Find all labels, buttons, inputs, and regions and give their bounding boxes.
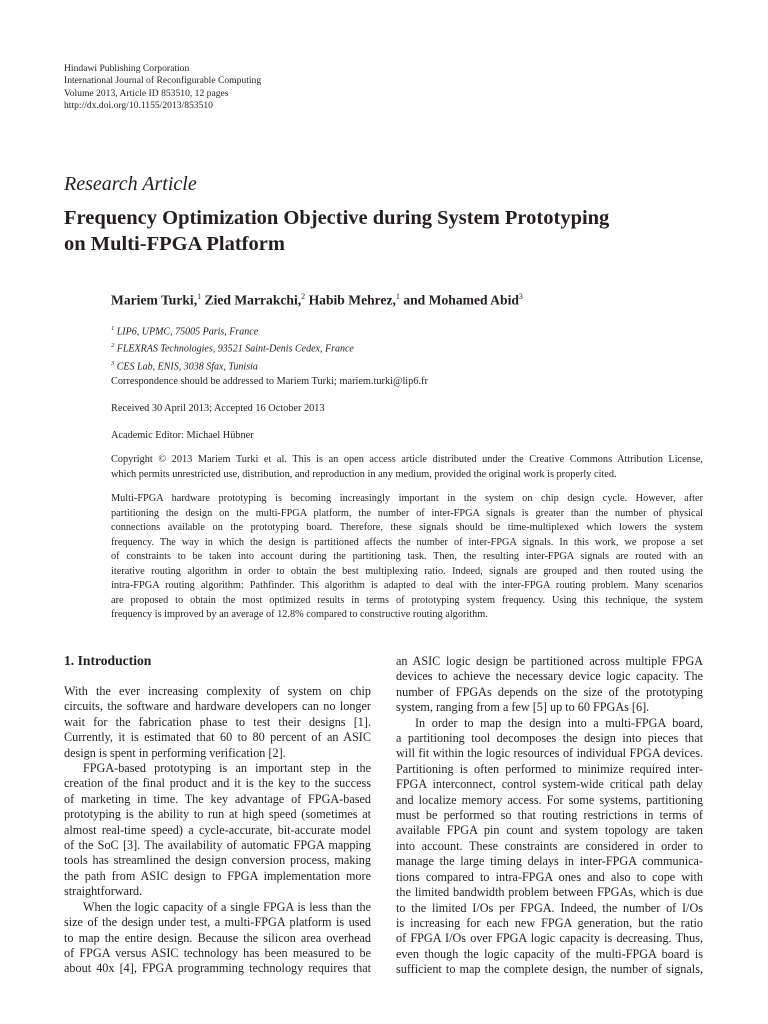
title-line: Frequency Optimization Objective during System Prototyping xyxy=(64,207,610,229)
body-text-line: an ASIC logic design be partitioned across multiple FPGA xyxy=(396,654,703,668)
body-text-line: tools has streamlined the design conversion process, making xyxy=(64,853,371,868)
author-affiliation-mark: 3 xyxy=(518,292,523,301)
article-type: Research Article xyxy=(64,173,197,195)
affiliation-text: FLEXRAS Technologies, 93521 Saint-Denis Cedex, France xyxy=(114,343,354,355)
section-heading: 1. Introduction xyxy=(64,653,152,668)
body-text-line: number of FPGAs depends on the size of the prototyping xyxy=(396,684,703,699)
affiliation xyxy=(111,339,354,356)
body-text-line: Currently, it is estimated that 60 to 80 percent of an ASIC xyxy=(64,730,371,745)
abstract-line: partitioning the design on the multi-FPGA platform, the number of inter-FPGA signals is greater than the number of physical xyxy=(111,507,703,519)
affiliation-text: CES Lab, ENIS, 3038 Sfax, Tunisia xyxy=(114,360,258,372)
body-text-line: When the logic capacity of a single FPGA is less than the xyxy=(83,899,371,914)
body-text-line: of FPGA I/Os over FPGA logic capacity is decreasing. Thus, xyxy=(396,931,703,946)
publisher-line: Hindawi Publishing Corporation xyxy=(64,63,190,74)
body-text-line: FPGA-based prototyping is an important step in the xyxy=(83,761,371,776)
author-name: Zied Marrakchi, xyxy=(201,292,302,308)
body-text-line: design is spent in performing verification [2]. xyxy=(64,745,286,760)
abstract-line: Multi-FPGA hardware prototyping is becoming increasingly important in the system on chip design cycle. However, after xyxy=(111,493,703,504)
body-text-line: the path from ASIC design to FPGA implementation more xyxy=(64,868,371,883)
body-text-line: straightforward. xyxy=(64,884,143,899)
body-text-line: sufficient to map the complete design, the number of signals, xyxy=(396,962,703,977)
body-text-line: FPGA interconnect, control system-wide critical path delay xyxy=(396,777,703,792)
doi-link[interactable]: http://dx.doi.org/10.1155/2013/853510 xyxy=(64,100,213,112)
body-text-line: is increasing for each new FPGA generation, but the ratio xyxy=(396,915,703,930)
affiliation-text: LIP6, UPMC, 75005 Paris, France xyxy=(114,326,259,338)
author-affiliation-mark: 1 xyxy=(395,292,400,301)
body-text-line: of FPGA versus ASIC technology has been measured to be xyxy=(64,945,371,960)
abstract-line: frequency. The way in which the design is partitioned affects the number of inter-FPGA signals. In this work, we propose a set xyxy=(111,536,703,548)
academic-editor: Academic Editor: Michael Hübner xyxy=(111,430,254,441)
author-name: Mariem Turki, xyxy=(111,292,198,308)
title-line: on Multi-FPGA Platform xyxy=(64,233,285,255)
author-list xyxy=(111,292,523,309)
author-affiliation-mark: 1 xyxy=(197,292,202,301)
body-text-line: into account. These constraints are considered in order to xyxy=(396,838,703,853)
author-name: Habib Mehrez, xyxy=(305,292,396,308)
body-text-line: of marketing in time. The key advantage of FPGA-based xyxy=(64,791,371,806)
paper-title xyxy=(64,205,724,257)
author-affiliation-mark: 2 xyxy=(301,292,306,301)
correspondence-note: Correspondence should be addressed to Mariem Turki; mariem.turki@lip6.fr xyxy=(111,376,428,387)
right-column-body xyxy=(396,654,703,978)
body-text-line: prototyping is the ability to run at high speed (sometimes at xyxy=(64,807,371,822)
body-text-line: to map the entire design. Because the silicon area overhead xyxy=(64,930,371,945)
body-text-line: and localize memory access. For some systems, partitioning xyxy=(396,792,703,807)
affiliation-list xyxy=(111,322,354,374)
body-text-line: about 40x [4], FPGA programming technology requires that xyxy=(64,961,371,976)
journal-name-line: International Journal of Reconfigurable Computing xyxy=(64,75,262,87)
abstract xyxy=(111,492,703,623)
body-text-line: must be performed so that routing restrictions in terms of xyxy=(396,808,703,823)
affiliation-mark: 3 xyxy=(111,359,115,367)
body-text-line: to the limited I/Os per FPGA. Indeed, the number of I/Os xyxy=(396,900,703,915)
copyright-line: which permits unrestricted use, distribution, and reproduction in any medium, provided the original work is properly cited. xyxy=(111,468,617,480)
copyright-notice xyxy=(111,453,703,482)
body-text-line: the limited bandwidth problem between FPGAs, which is due xyxy=(396,885,703,900)
body-text-line: a partitioning tool decomposes the design into pieces that xyxy=(396,731,703,746)
body-text-line: of the SoC [3]. The availability of automatic FPGA mapping xyxy=(64,838,371,853)
affiliation xyxy=(111,322,354,339)
body-text-line: almost real-time speed) a cycle-accurate, bit-accurate model xyxy=(64,822,371,837)
body-text-line: With the ever increasing complexity of system on chip xyxy=(64,684,371,698)
journal-masthead xyxy=(64,63,261,113)
right-column xyxy=(396,654,703,978)
abstract-line: intra-FPGA routing algorithm: Pathfinder. This algorithm is adapted to deal with the inter-FPGA routing problem. Many scenarios xyxy=(111,580,703,591)
abstract-line: frequency is improved by an average of 12.8% compared to constructive routing algorithm. xyxy=(111,609,488,620)
volume-line: Volume 2013, Article ID 853510, 12 pages xyxy=(64,87,229,99)
abstract-line: of constraints to be taken into account during the partitioning task. Then, the resulting inter-FPGA signals are routed with an xyxy=(111,551,703,562)
abstract-line: are proposed to obtain the most optimized results in terms of prototyping system frequency. Using this technique, the system xyxy=(111,594,703,606)
left-column xyxy=(64,654,371,977)
abstract-line: iterative routing algorithm in order to obtain the best multiplexing ratio. Indeed, signals are grouped and then routed using the xyxy=(111,565,703,577)
body-text-line: size of the design under test, a multi-FPGA platform is used xyxy=(64,915,371,930)
author-name: and Mohamed Abid xyxy=(399,292,519,308)
body-text-line: circuits, the software and hardware developers can no longer xyxy=(64,699,371,714)
body-text-line: devices to achieve the necessary device logic capacity. The xyxy=(396,669,703,684)
copyright-line: Copyright © 2013 Mariem Turki et al. This is an open access article distributed under the Creative Commons Attribution License, xyxy=(111,454,703,465)
affiliation xyxy=(111,357,354,374)
body-text-line: In order to map the design into a multi-FPGA board, xyxy=(415,715,703,730)
abstract-line: connections available on the prototyping board. Therefore, these signals should be time-multiplexed which lowers the system xyxy=(111,522,703,533)
body-text-line: Partitioning is often performed to minimize required inter- xyxy=(396,761,703,776)
affiliation-mark: 2 xyxy=(111,342,115,350)
body-text-line: manage the large timing delays in inter-FPGA communica- xyxy=(396,854,703,869)
body-text-line: will fit within the logic resources of individual FPGA devices. xyxy=(396,746,703,761)
body-text-line: creation of the final product and it is the key to the success xyxy=(64,776,371,791)
body-text-line: tions compared to intra-FPGA ones and also to cope with xyxy=(396,869,703,884)
received-dates: Received 30 April 2013; Accepted 16 October 2013 xyxy=(111,403,325,414)
body-text-line: available FPGA pin count and system topology are taken xyxy=(396,823,703,838)
body-text-line: wait for the fabrication phase to test their designs [1]. xyxy=(64,714,371,729)
affiliation-mark: 1 xyxy=(111,325,115,332)
left-column-body xyxy=(64,684,371,977)
body-text-line: system, ranging from a few [5] up to 60 FPGAs [6]. xyxy=(396,700,650,715)
body-text-line: even though the logic capacity of the multi-FPGA board is xyxy=(396,946,703,961)
